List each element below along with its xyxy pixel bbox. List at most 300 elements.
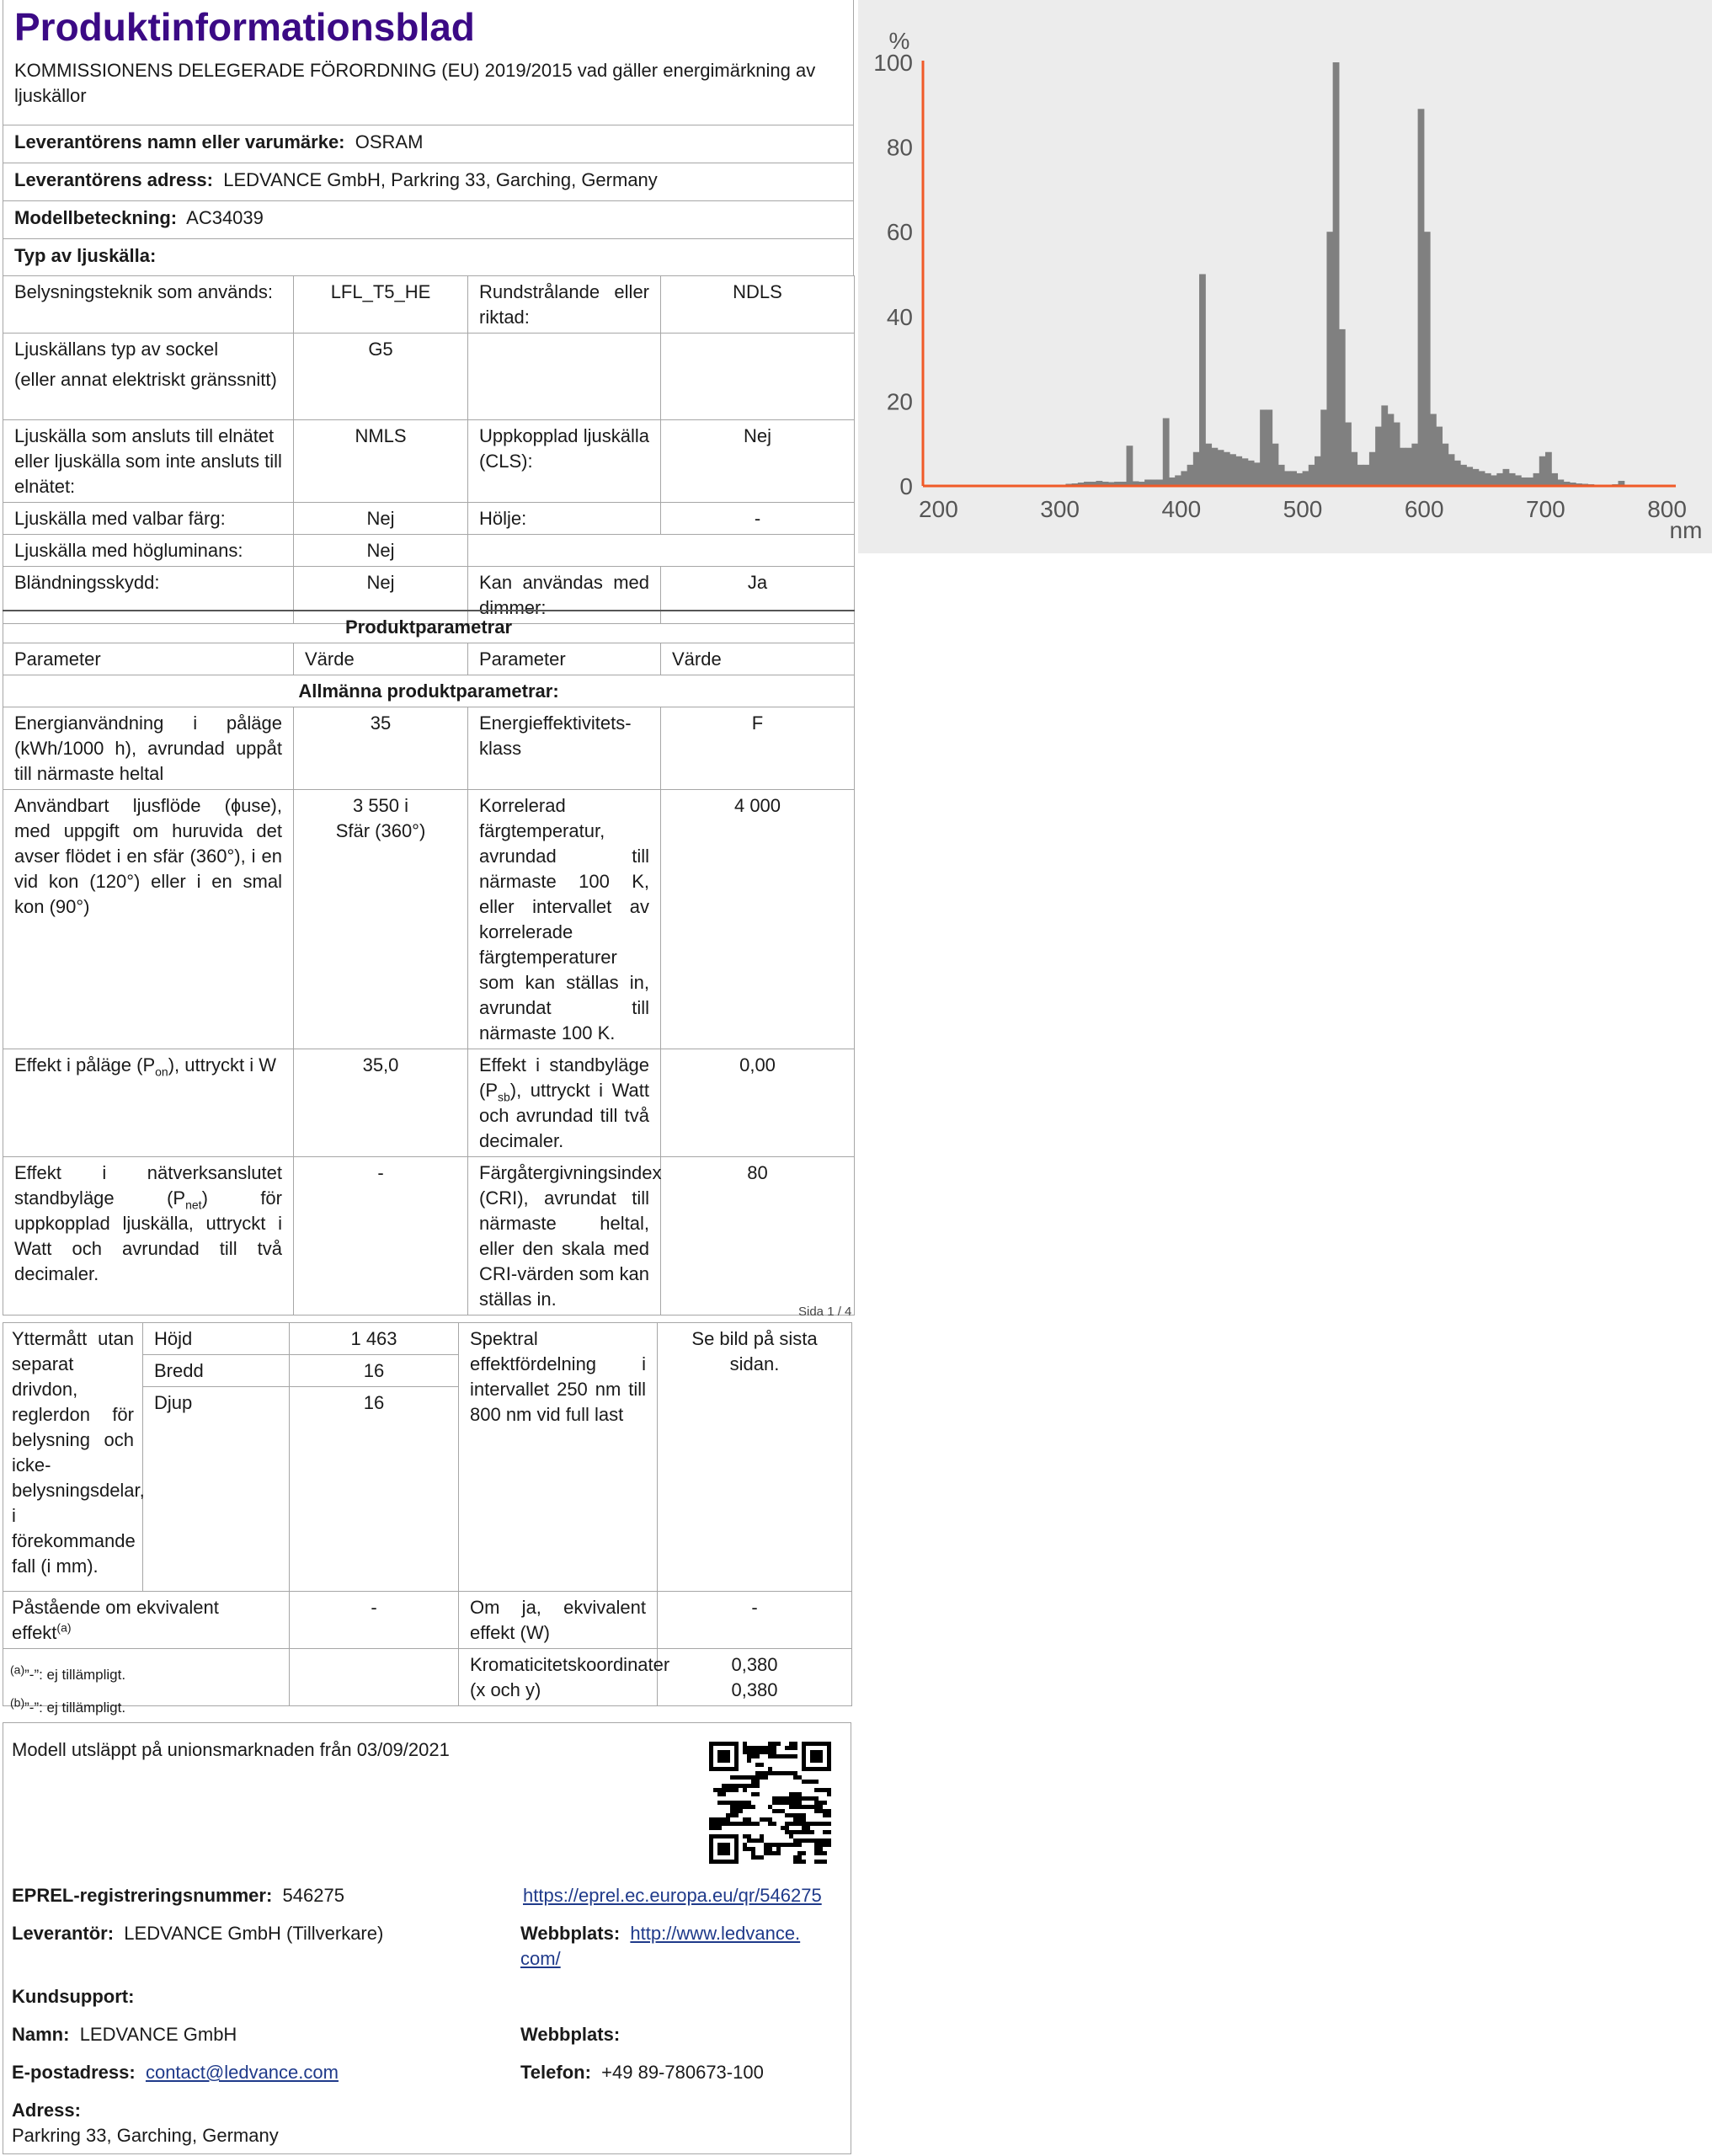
qr-module	[747, 1801, 751, 1805]
empty-cell	[290, 1648, 459, 1705]
spectrum-bar	[1436, 427, 1443, 486]
qr-module	[717, 1843, 730, 1855]
equiv-label	[3, 1591, 290, 1648]
qr-module	[734, 1801, 739, 1805]
eprel-number	[12, 1883, 344, 1908]
qr-module	[722, 1784, 726, 1788]
qr-module	[797, 1813, 802, 1817]
website-link[interactable]: http://www.ledvance.	[630, 1923, 801, 1944]
spectrum-bar	[1400, 448, 1406, 486]
qr-module	[755, 1746, 760, 1750]
qr-module	[760, 1771, 764, 1775]
qr-module	[797, 1805, 802, 1809]
qr-module	[814, 1851, 819, 1855]
equiv-row	[3, 1591, 852, 1648]
qr-module	[793, 1796, 797, 1801]
supplier-name-value: OSRAM	[355, 131, 424, 152]
spectrum-bar	[1339, 329, 1346, 486]
qr-module	[785, 1813, 789, 1817]
website-link-cont[interactable]: com/	[520, 1948, 561, 1969]
qr-module	[739, 1775, 743, 1780]
qr-module	[751, 1838, 755, 1843]
qr-module	[734, 1805, 739, 1809]
spectrum-bar	[1381, 405, 1388, 486]
qr-module	[747, 1746, 751, 1750]
supplier	[12, 1921, 383, 1946]
qr-module	[739, 1801, 743, 1805]
qr-module	[743, 1801, 747, 1805]
qr-module	[793, 1830, 797, 1834]
y-tick-label: 40	[886, 303, 913, 330]
dimension-value: 16	[290, 1387, 459, 1419]
qr-module	[827, 1809, 831, 1813]
qr-module	[793, 1860, 797, 1864]
qr-module	[734, 1784, 739, 1788]
qr-module	[760, 1775, 764, 1780]
y-tick-label: 20	[886, 388, 913, 415]
qr-module	[819, 1843, 823, 1847]
qr-module	[768, 1771, 772, 1775]
spectrum-bar	[1424, 232, 1431, 486]
spectrum-bar	[1551, 473, 1558, 486]
qr-module	[739, 1809, 743, 1813]
param-value: LFL_T5_HE	[294, 276, 468, 334]
qr-module	[827, 1843, 831, 1847]
qr-module	[764, 1775, 768, 1780]
spectrum-chart-svg	[858, 0, 1712, 553]
label-part: Effekt i nätverksanslutet standbyläge (P	[14, 1162, 282, 1209]
spectrum-bar	[1193, 452, 1200, 486]
qr-module	[823, 1843, 827, 1847]
qr-module	[764, 1771, 768, 1775]
qr-module	[806, 1780, 810, 1784]
qr-module	[747, 1817, 751, 1822]
product-params-heading: Produktparametrar	[3, 611, 855, 643]
spectrum-bar	[1260, 409, 1267, 486]
spectrum-bar	[1521, 478, 1528, 486]
column-header: Värde	[661, 643, 855, 675]
qr-module	[810, 1805, 814, 1809]
qr-module	[755, 1754, 760, 1758]
qr-module	[739, 1784, 743, 1788]
qr-module	[730, 1809, 734, 1813]
qr-module	[802, 1826, 806, 1830]
qr-module	[785, 1754, 789, 1758]
spectrum-bar	[1394, 423, 1400, 486]
qr-module	[726, 1822, 730, 1826]
qr-module	[743, 1784, 747, 1788]
x-tick-label: 600	[1404, 496, 1444, 522]
qr-module	[789, 1830, 793, 1834]
qr-module	[730, 1801, 734, 1805]
spectrum-bar	[1545, 452, 1552, 486]
qr-module	[785, 1826, 789, 1830]
spectrum-bar	[1163, 419, 1170, 486]
qr-module	[797, 1843, 802, 1847]
qr-module	[793, 1792, 797, 1796]
spectrum-bar	[1224, 452, 1230, 486]
param-label: Energianvändning i påläge (kWh/1000 h), avrundad uppåt till närmaste heltal	[3, 707, 294, 790]
qr-module	[823, 1788, 827, 1792]
type-heading: Typ av ljuskälla:	[14, 245, 157, 266]
eprel-label: EPREL-registreringsnummer:	[12, 1885, 273, 1906]
x-tick-label: 700	[1526, 496, 1565, 522]
qr-module	[776, 1809, 781, 1813]
qr-module	[772, 1822, 776, 1826]
support-heading: Kundsupport:	[12, 1986, 135, 2007]
qr-module	[734, 1809, 739, 1813]
y-tick-label: 80	[886, 134, 913, 161]
qr-module	[709, 1834, 739, 1838]
qr-module	[764, 1750, 768, 1754]
supplier-name-row	[3, 125, 853, 163]
qr-module	[819, 1801, 823, 1805]
qr-module	[802, 1838, 806, 1843]
support-name	[12, 2022, 237, 2047]
email-link[interactable]: contact@ledvance.com	[145, 2062, 339, 2083]
qr-module	[785, 1822, 789, 1826]
qr-module	[776, 1754, 781, 1758]
spectrum-bar	[1181, 471, 1187, 486]
spectrum-bar	[1309, 465, 1315, 486]
qr-module	[739, 1822, 743, 1826]
y-tick-label: 0	[899, 473, 913, 499]
qr-module	[717, 1826, 722, 1830]
qr-module	[751, 1746, 755, 1750]
qr-module	[797, 1822, 802, 1826]
socket-label-note: (eller annat elektriskt gränssnitt)	[14, 369, 277, 390]
param-label	[3, 1157, 294, 1315]
qr-module	[730, 1805, 734, 1809]
qr-module	[819, 1788, 823, 1792]
qr-module	[747, 1838, 751, 1843]
qr-module	[814, 1788, 819, 1792]
qr-module	[823, 1851, 827, 1855]
qr-module	[823, 1838, 827, 1843]
qr-module	[717, 1801, 722, 1805]
qr-module	[760, 1750, 764, 1754]
qr-module	[814, 1860, 819, 1864]
spectrum-bar	[1284, 471, 1291, 486]
x-tick-label: 800	[1647, 496, 1687, 522]
qr-module	[814, 1805, 819, 1809]
param-label: Ljuskälla med högluminans:	[3, 535, 294, 567]
qr-module	[781, 1754, 785, 1758]
qr-module	[768, 1746, 772, 1750]
empty-cell	[468, 535, 855, 567]
qr-module	[802, 1830, 806, 1834]
param-value: Nej	[294, 535, 468, 567]
spectrum-bar	[1175, 475, 1181, 486]
spectrum-bar	[1479, 471, 1485, 486]
qr-module	[717, 1788, 722, 1792]
qr-module	[789, 1834, 793, 1838]
qr-module	[734, 1742, 739, 1771]
qr-module	[768, 1805, 772, 1809]
dimensions-label: Yttermått utan separat drivdon, reglerdon för belysning och icke-belysningsdelar, i förekommande fall (i mm).	[3, 1323, 143, 1592]
qr-module	[747, 1775, 751, 1780]
qr-module	[760, 1746, 764, 1750]
spectrum-chart	[858, 0, 1712, 553]
spectrum-bar	[1127, 446, 1133, 486]
qr-module	[709, 1742, 713, 1771]
param-label: Bländningsskydd:	[3, 567, 294, 624]
qr-module	[768, 1742, 772, 1746]
equiv-label-text: Påstående om ekvivalent effekt	[12, 1596, 219, 1643]
spectrum-bar	[1454, 461, 1461, 486]
qr-module	[751, 1855, 755, 1860]
type-row	[3, 334, 855, 420]
footnote	[10, 1695, 126, 1716]
qr-module	[806, 1796, 810, 1801]
supplier-address-value: LEDVANCE GmbH, Parkring 33, Garching, Germany	[223, 169, 658, 190]
spectrum-bar	[1411, 444, 1418, 486]
qr-module	[793, 1813, 797, 1817]
qr-module	[734, 1775, 739, 1780]
qr-module	[713, 1788, 717, 1792]
qr-module	[768, 1843, 772, 1847]
spectrum-bar	[1211, 448, 1218, 486]
supplier-address-label: Leverantörens adress:	[14, 169, 213, 190]
qr-module	[785, 1843, 789, 1847]
label-part: Effekt i standbyläge (P	[479, 1054, 649, 1101]
qr-module	[802, 1742, 831, 1746]
y-tick-label: 60	[886, 219, 913, 246]
qr-module	[814, 1843, 819, 1847]
supplier-label: Leverantör:	[12, 1923, 115, 1944]
spectrum-bar	[1503, 469, 1510, 486]
qr-module	[743, 1788, 747, 1792]
param-label	[3, 334, 294, 420]
qr-module	[768, 1750, 772, 1754]
qr-module	[713, 1826, 717, 1830]
qr-module	[823, 1860, 827, 1864]
qr-module	[760, 1763, 764, 1767]
qr-module	[814, 1822, 819, 1826]
equiv-value: -	[290, 1591, 459, 1648]
qr-module	[781, 1843, 785, 1847]
spectrum-bar	[1369, 452, 1376, 486]
param-row	[3, 1157, 855, 1315]
page-number: Sida 1 / 4	[798, 1305, 852, 1319]
spectrum-bar	[1539, 456, 1546, 486]
qr-module	[797, 1817, 802, 1822]
param-value: NMLS	[294, 420, 468, 503]
qr-module	[806, 1822, 810, 1826]
qr-module	[806, 1838, 810, 1843]
param-row	[3, 1049, 855, 1157]
qr-module	[802, 1817, 806, 1822]
qr-module	[789, 1801, 793, 1805]
qr-module	[793, 1822, 797, 1826]
qr-module	[772, 1796, 776, 1801]
qr-module	[814, 1796, 819, 1801]
spectrum-bar	[1491, 475, 1497, 486]
param-label: Ljuskälla som ansluts till elnätet eller ljuskälla som inte ansluts till elnätet:	[3, 420, 294, 503]
qr-module	[722, 1817, 726, 1822]
qr-module	[814, 1847, 819, 1851]
qr-module	[772, 1851, 776, 1855]
qr-module	[827, 1838, 831, 1843]
qr-module	[717, 1750, 730, 1763]
qr-module	[760, 1838, 764, 1843]
dimension-value: 16	[290, 1355, 459, 1387]
qr-module	[755, 1750, 760, 1754]
spectral-label: Spektral effektfördelning i intervallet 250 nm till 800 nm vid full last	[459, 1323, 658, 1592]
param-value: Nej	[294, 503, 468, 535]
address-value: Parkring 33, Garching, Germany	[12, 2125, 279, 2146]
dimension-value: 1 463	[290, 1323, 459, 1355]
dimensions-table	[3, 1322, 852, 1706]
qr-module	[747, 1750, 751, 1754]
x-tick-label: 500	[1283, 496, 1323, 522]
socket-label: Ljuskällans typ av sockel	[14, 339, 219, 360]
regulation-row	[3, 54, 853, 125]
eprel-value: 546275	[282, 1885, 344, 1906]
qr-module	[751, 1754, 755, 1758]
qr-module	[743, 1847, 747, 1851]
spectrum-bar	[1430, 414, 1437, 486]
model-value: AC34039	[186, 207, 264, 228]
qr-module	[819, 1847, 823, 1851]
qr-module	[823, 1830, 827, 1834]
qr-module	[730, 1788, 734, 1792]
qr-module	[751, 1847, 755, 1851]
qr-module	[747, 1758, 751, 1763]
qr-module	[747, 1822, 751, 1826]
spectrum-bar	[1187, 465, 1194, 486]
qr-module	[747, 1834, 751, 1838]
qr-module	[755, 1822, 760, 1826]
phone-label: Telefon:	[520, 2062, 591, 2083]
spectrum-bar	[1418, 109, 1425, 486]
qr-module	[743, 1775, 747, 1780]
qr-module	[747, 1805, 751, 1809]
spectrum-bar	[1496, 473, 1503, 486]
qr-module	[802, 1851, 806, 1855]
qr-module	[827, 1830, 831, 1834]
param-row	[3, 707, 855, 790]
qr-module	[747, 1754, 751, 1758]
qr-module	[747, 1784, 751, 1788]
param-label: Energieffektivitetsklass	[468, 707, 661, 790]
qr-module	[819, 1809, 823, 1813]
spectrum-bar	[1515, 475, 1522, 486]
dimension-name: Bredd	[143, 1355, 290, 1387]
qr-module	[793, 1754, 797, 1758]
qr-module	[768, 1851, 772, 1855]
param-value: 35,0	[294, 1049, 468, 1157]
qr-module	[819, 1860, 823, 1864]
qr-module	[760, 1817, 764, 1822]
qr-module	[739, 1805, 743, 1809]
qr-module	[717, 1817, 722, 1822]
spectrum-bar	[1266, 409, 1272, 486]
qr-module	[709, 1826, 713, 1830]
spectrum-bar	[1320, 409, 1327, 486]
flux-value: 3 550 i	[352, 795, 409, 816]
flux-cone: Sfär (360°)	[335, 820, 426, 841]
supplier-address-row	[3, 163, 853, 201]
spectrum-bar	[1303, 471, 1309, 486]
qr-module	[793, 1742, 797, 1746]
spectrum-bar	[1290, 471, 1297, 486]
qr-module	[793, 1801, 797, 1805]
qr-module	[760, 1834, 764, 1838]
spectrum-bar	[1169, 478, 1176, 486]
qr-module	[717, 1822, 722, 1826]
param-label	[468, 334, 661, 420]
qr-module	[802, 1742, 806, 1771]
qr-module	[827, 1813, 831, 1817]
qr-module	[823, 1809, 827, 1813]
qr-module	[717, 1792, 722, 1796]
qr-module	[730, 1822, 734, 1826]
param-value: Nej	[661, 420, 855, 503]
qr-module	[751, 1780, 755, 1784]
param-label: Rundstrålande eller riktad:	[468, 276, 661, 334]
spectrum-bar	[1254, 462, 1261, 486]
footnote-text: ”-”: ej tillämpligt.	[24, 1700, 126, 1716]
type-row	[3, 535, 855, 567]
qr-module	[768, 1817, 772, 1822]
qr-module	[755, 1855, 760, 1860]
qr-module	[764, 1817, 768, 1822]
spectrum-bar	[1315, 456, 1321, 486]
qr-module	[772, 1754, 776, 1758]
qr-module	[755, 1838, 760, 1843]
qr-module	[764, 1851, 768, 1855]
column-header-row	[3, 643, 855, 675]
website	[520, 1921, 800, 1972]
qr-module	[823, 1813, 827, 1817]
qr-module	[827, 1788, 831, 1792]
spectrum-bar	[1375, 427, 1382, 486]
label-sub: on	[155, 1065, 168, 1079]
spectrum-bar	[1527, 478, 1533, 486]
qr-module	[802, 1822, 806, 1826]
qr-module	[743, 1834, 747, 1838]
page-title: Produktinformationsblad	[14, 5, 475, 49]
qr-module	[797, 1830, 802, 1834]
type-row	[3, 276, 855, 334]
param-row	[3, 790, 855, 1049]
param-value: -	[294, 1157, 468, 1315]
eprel-link[interactable]: https://eprel.ec.europa.eu/qr/546275	[523, 1885, 822, 1906]
qr-module	[776, 1796, 781, 1801]
qr-module	[806, 1830, 810, 1834]
qr-module	[747, 1847, 751, 1851]
qr-module	[806, 1805, 810, 1809]
support-phone	[520, 2060, 764, 2085]
qr-module	[797, 1796, 802, 1801]
qr-module	[806, 1826, 810, 1830]
param-value: NDLS	[661, 276, 855, 334]
qr-module	[810, 1822, 814, 1826]
qr-module	[789, 1742, 793, 1746]
qr-module	[743, 1750, 747, 1754]
column-header: Parameter	[3, 643, 294, 675]
model-label: Modellbeteckning:	[14, 207, 178, 228]
qr-module	[713, 1822, 717, 1826]
qr-module	[772, 1746, 776, 1750]
spectrum-bar	[1485, 473, 1491, 486]
qr-module	[789, 1771, 793, 1775]
spectrum-bar	[1333, 62, 1340, 486]
label-sub: net	[185, 1198, 202, 1212]
qr-module	[743, 1742, 747, 1746]
qr-module	[730, 1784, 734, 1788]
